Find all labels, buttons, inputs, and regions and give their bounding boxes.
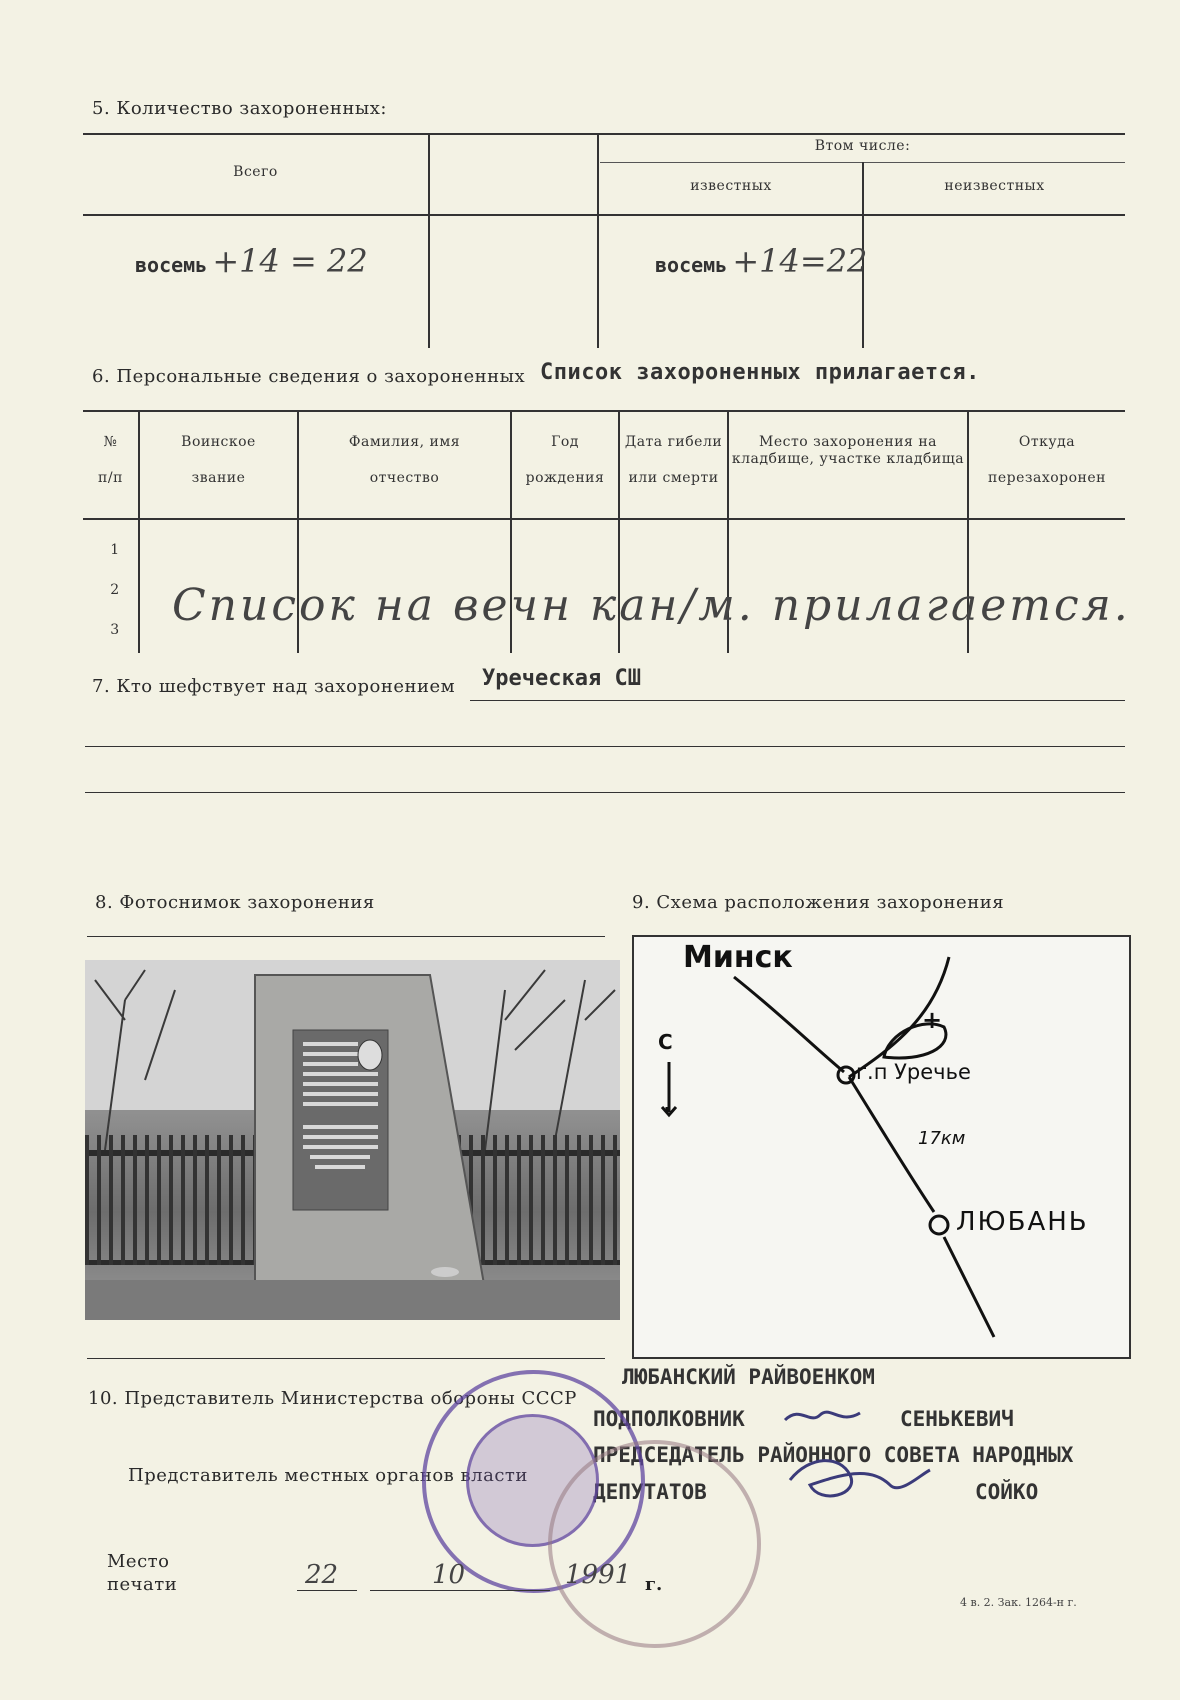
fence-picket — [601, 1135, 605, 1265]
fence-picket — [121, 1135, 125, 1265]
map-label-village: г.п Уречье — [856, 1060, 971, 1084]
section5-title: 5. Количество захороненных: — [92, 98, 387, 119]
header-year-2: рождения — [525, 470, 605, 486]
fence-picket — [97, 1135, 101, 1265]
header-name-2: отчество — [369, 470, 440, 486]
section6-title: 6. Персональные сведения о захороненных — [92, 366, 526, 387]
total-handwritten: +14 = 22 — [212, 242, 368, 280]
local-representative-label: Представитель местных органов власти — [128, 1465, 528, 1486]
fence-picket — [133, 1135, 137, 1265]
typed-line-2: ПОДПОЛКОВНИК — [593, 1407, 745, 1431]
fence-picket — [577, 1135, 581, 1265]
photo-frame-top — [87, 936, 605, 937]
location-scheme — [632, 935, 1131, 1359]
date-month-line — [370, 1590, 550, 1591]
fence-picket — [481, 1135, 485, 1265]
total-value — [135, 242, 368, 280]
fence-picket — [109, 1135, 113, 1265]
section7-line — [470, 700, 1125, 701]
signature-image — [780, 1395, 940, 1515]
date-year-suffix: г. — [645, 1574, 663, 1595]
section6-handwritten-note: Список на вечн кан/м. прилагается. — [172, 580, 1131, 631]
fence-picket — [193, 1135, 197, 1265]
header-rank-1: Воинское — [181, 434, 256, 450]
table5-col-divider — [428, 133, 430, 348]
row-number: 2 — [110, 582, 120, 598]
fence-picket — [169, 1135, 173, 1265]
council-seal-stamp — [548, 1440, 761, 1648]
section7-typed-value: Уреческая СШ — [482, 666, 641, 691]
row-number: 3 — [110, 622, 120, 638]
print-code: 4 в. 2. Зак. 1264-н г. — [960, 1596, 1077, 1609]
fence-picket — [145, 1135, 149, 1265]
col-known-header: известных — [690, 178, 772, 194]
section8-title: 8. Фотоснимок захоронения — [95, 892, 375, 913]
map-label-minsk: Минск — [683, 940, 793, 975]
known-typed: восемь — [655, 253, 728, 277]
typed-line-4: ДЕПУТАТОВ — [593, 1480, 707, 1504]
header-from-1: Откуда — [1018, 434, 1076, 450]
burial-photo-drawing — [85, 960, 620, 1320]
typed-line-4b: СОЙКО — [975, 1480, 1039, 1504]
section10-title: 10. Представитель Министерства обороны СССР — [88, 1388, 577, 1409]
fence-picket — [85, 1135, 89, 1265]
place-label-2: печати — [107, 1574, 178, 1595]
map-label-distance: 17км — [918, 1128, 966, 1149]
header-rank-2: звание — [191, 470, 246, 486]
header-death-1: Дата гибели — [624, 434, 723, 450]
typed-line-1: ЛЮБАНСКИЙ РАЙВОЕНКОМ — [622, 1365, 875, 1389]
header-death-2: или смерти — [628, 470, 719, 486]
fence-picket — [217, 1135, 221, 1265]
col-including-header: Втом числе: — [814, 138, 911, 154]
fence-picket — [613, 1135, 617, 1265]
header-num-1: № — [103, 434, 118, 450]
fence-picket — [157, 1135, 161, 1265]
fence-picket — [553, 1135, 557, 1265]
map-label-luban: ЛЮБАНЬ — [956, 1207, 1089, 1237]
fence-picket — [505, 1135, 509, 1265]
fence-picket — [589, 1135, 593, 1265]
table5-col-divider — [597, 133, 599, 348]
row-number: 1 — [110, 542, 120, 558]
known-handwritten: +14=22 — [732, 242, 868, 280]
fence-picket — [565, 1135, 569, 1265]
header-name-1: Фамилия, имя — [348, 434, 461, 450]
fence-picket — [241, 1135, 245, 1265]
date-year: 1991 — [565, 1560, 632, 1590]
section6-typed-note: Список захороненных прилагается. — [540, 360, 980, 385]
col-unknown-header: неизвестных — [944, 178, 1045, 194]
section9-title: 9. Схема расположения захоронения — [632, 892, 1005, 913]
typed-line-2b: СЕНЬКЕВИЧ — [900, 1407, 1014, 1431]
typed-line-3: ПРЕДСЕДАТЕЛЬ РАЙОННОГО СОВЕТА НАРОДНЫХ — [593, 1443, 1074, 1467]
total-typed: восемь — [135, 253, 208, 277]
scheme-drawing — [634, 937, 1129, 1357]
date-day-line — [297, 1590, 357, 1591]
place-label-1: Место — [107, 1551, 170, 1572]
section7-title: 7. Кто шефствует над захоронением — [92, 676, 456, 697]
fence-picket — [493, 1135, 497, 1265]
north-arrow-label: С — [658, 1030, 673, 1054]
col-total-header: Всего — [233, 164, 278, 180]
table5-header-bottom — [83, 214, 1125, 216]
fence-picket — [205, 1135, 209, 1265]
date-month: 10 — [432, 1560, 466, 1590]
date-day: 22 — [305, 1560, 339, 1590]
photo-frame-bottom — [87, 1358, 605, 1359]
fence-picket — [541, 1135, 545, 1265]
fence-picket — [181, 1135, 185, 1265]
header-year-1: Год — [551, 434, 579, 450]
section7-line — [85, 746, 1125, 747]
map-grave-mark: + — [922, 1006, 943, 1034]
fence-picket — [529, 1135, 533, 1265]
header-num-2: п/п — [98, 470, 123, 486]
table5-top-border — [83, 133, 1125, 135]
header-place: Место захоронения на кладбище, участке кладбища — [731, 434, 965, 467]
header-from-2: перезахоронен — [987, 470, 1106, 486]
burial-photo — [85, 960, 620, 1320]
fence-picket — [517, 1135, 521, 1265]
known-value — [655, 242, 867, 280]
section7-line — [85, 792, 1125, 793]
fence-picket — [229, 1135, 233, 1265]
